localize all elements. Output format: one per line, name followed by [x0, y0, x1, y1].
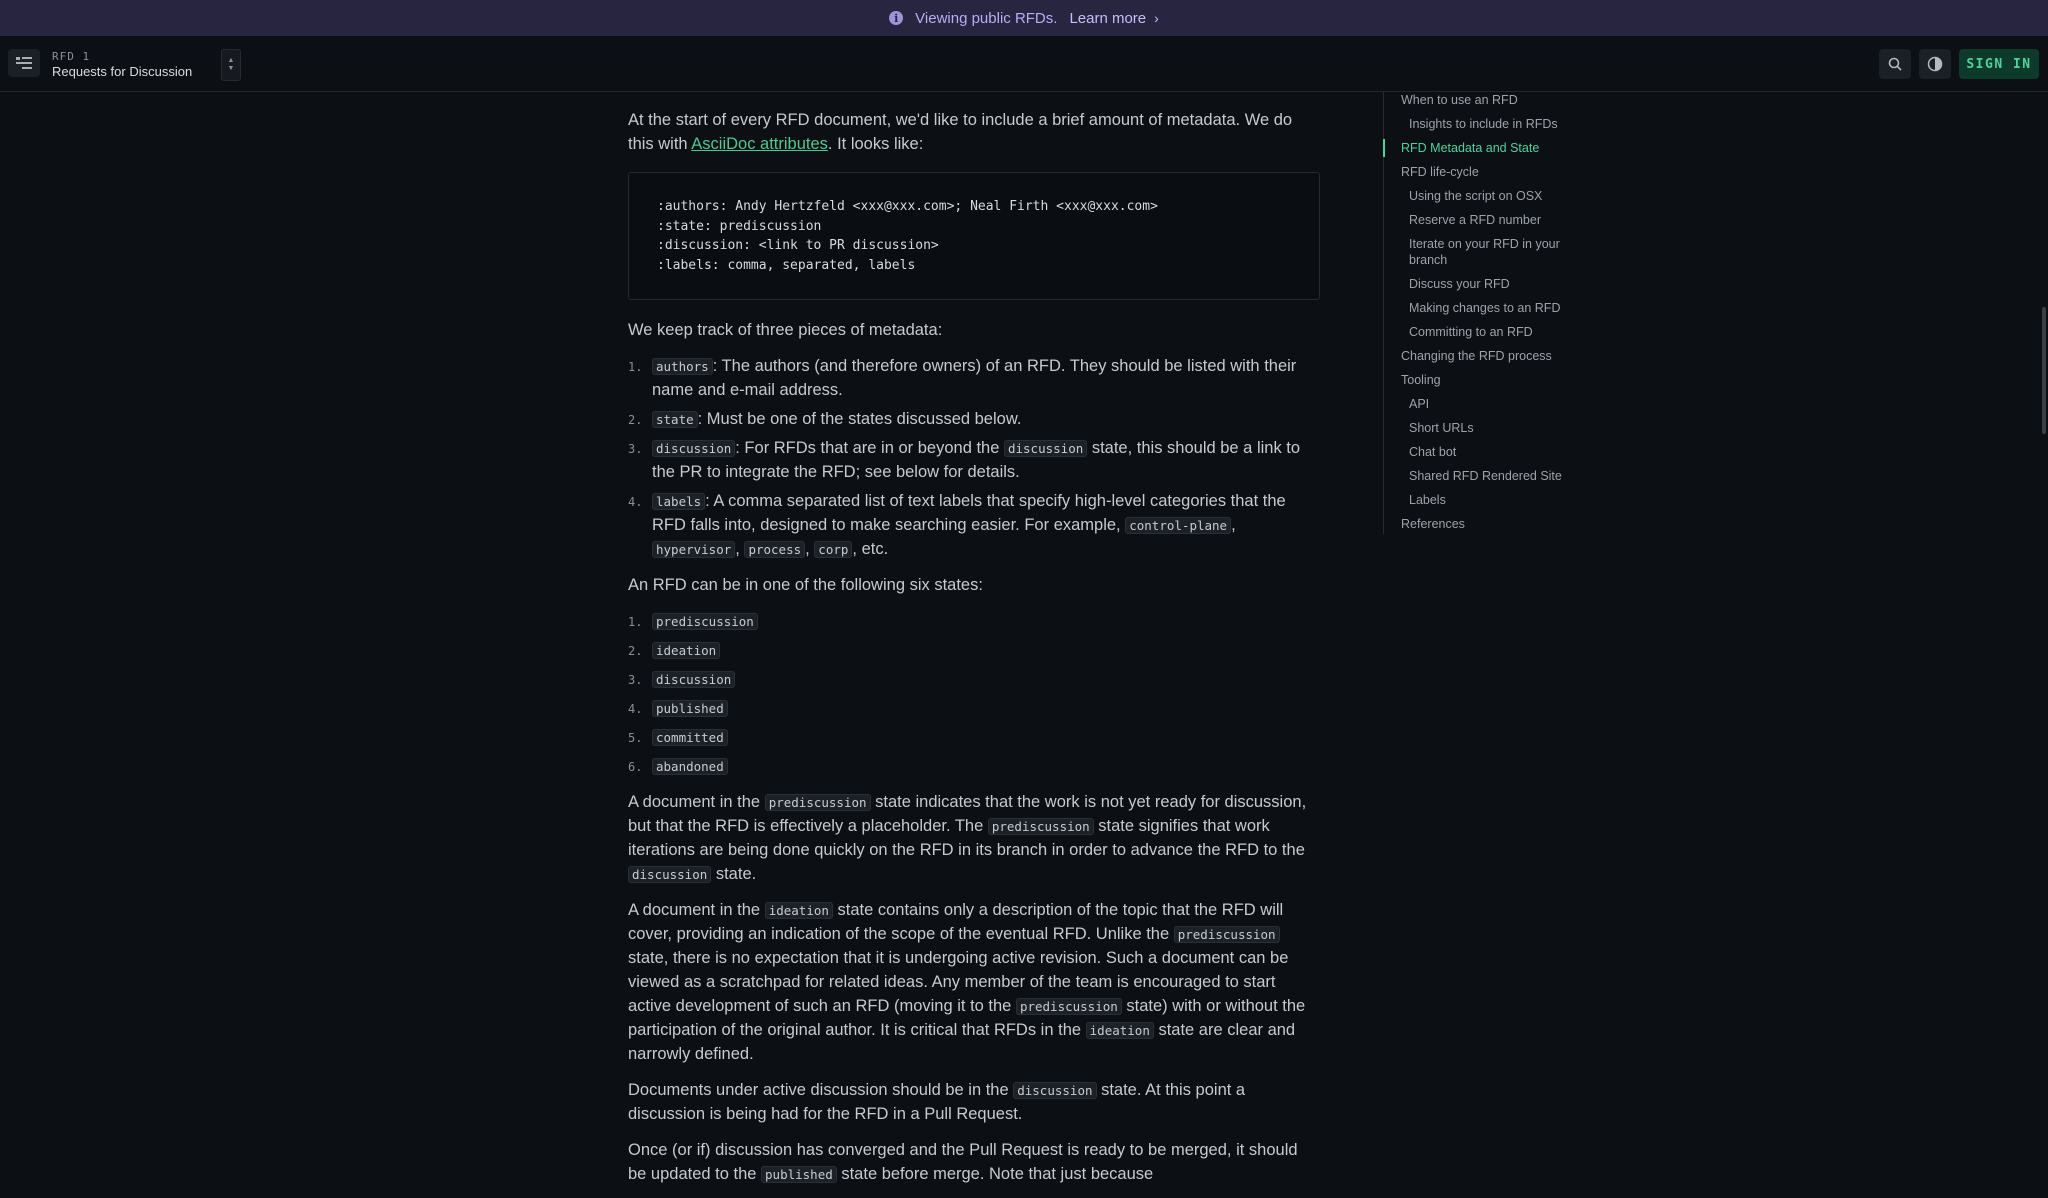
sidebar-menu-button[interactable]: [8, 49, 40, 77]
code-line: :discussion: <link to PR discussion>: [657, 238, 939, 253]
banner-text: Viewing public RFDs.: [915, 9, 1058, 27]
code-line: :authors: Andy Hertzfeld <xxx@xxx.com>; Neal Firth <xxx@xxx.com>: [657, 199, 1158, 214]
toc-item[interactable]: When to use an RFD: [1401, 93, 1518, 107]
article-content: [628, 108, 1320, 1198]
theme-toggle-button[interactable]: [1919, 49, 1951, 79]
toc-item[interactable]: Committing to an RFD: [1409, 325, 1533, 339]
toc-item[interactable]: References: [1401, 517, 1465, 531]
top-header: [0, 36, 2048, 92]
theme-toggle-icon: [1927, 56, 1943, 72]
asciidoc-attributes-link[interactable]: AsciiDoc attributes: [691, 135, 828, 153]
list-item: 6. abandoned: [628, 754, 1320, 778]
toc-item[interactable]: RFD life-cycle: [1401, 165, 1479, 179]
metadata-list: [628, 354, 1320, 561]
sign-in-button[interactable]: SIGN IN: [1959, 49, 2039, 79]
code-line: :labels: comma, separated, labels: [657, 257, 916, 273]
code-line: :state: prediscussion: [657, 218, 822, 234]
info-icon: i: [889, 11, 903, 25]
list-item: 2. state : Must be one of the states discussed below.: [628, 410, 1022, 428]
list-item: 2. ideation: [628, 638, 1320, 662]
toc-item[interactable]: Reserve a RFD number: [1409, 213, 1541, 227]
list-item: 4. labels : A comma separated list of text labels that specify high-level categories that the RFD falls into, designed to make searching easier. For example, control-plane , hypervisor , process , corp , etc.: [628, 492, 1286, 558]
chevron-right-icon: ›: [1154, 10, 1159, 26]
table-of-contents: [1383, 92, 1614, 534]
search-icon: [1888, 57, 1902, 71]
toc-item-active[interactable]: RFD Metadata and State: [1401, 141, 1540, 155]
prediscussion-paragraph: A document in the prediscussion state indicates that the work is not yet ready for discussion, but that the RFD is effectively a placeholder. The prediscussion state signifies that work iterations are being done quickly on the RFD in its branch in order to advance the RFD to the discussion state.: [628, 793, 1307, 883]
toc-item[interactable]: Using the script on OSX: [1409, 189, 1543, 203]
toc-item[interactable]: Short URLs: [1409, 421, 1474, 435]
toc-item[interactable]: Chat bot: [1409, 445, 1457, 459]
states-heading: An RFD can be in one of the following six states:: [628, 576, 983, 594]
toc-item[interactable]: Making changes to an RFD: [1409, 301, 1561, 315]
up-down-chevron-icon: ▲ ▼: [227, 57, 235, 72]
toc-item[interactable]: Insights to include in RFDs: [1409, 117, 1558, 131]
metadata-heading: We keep track of three pieces of metadata:: [628, 321, 943, 339]
ideation-paragraph: A document in the ideation state contains only a description of the topic that the RFD will cover, providing an indication of the scope of the eventual RFD. Unlike the prediscussion state, there is no expectation that it is undergoing active revision. Such a document can be viewed as a scratchpad for related ideas. Any member of the team is encouraged to start active development of such an RFD (moving it to the prediscussion state) with or without the participation of the original author. It is critical that RFDs in the ideation state are clear and narrowly defined.: [628, 901, 1306, 1063]
toc-active-indicator: [1383, 139, 1385, 157]
metadata-code-block: [628, 172, 1320, 300]
toc-item[interactable]: Tooling: [1401, 373, 1441, 387]
discussion-paragraph: Documents under active discussion should be in the discussion state. At this point a discussion is being had for the RFD in a Pull Request.: [628, 1081, 1246, 1123]
list-item: 5. committed: [628, 725, 1320, 749]
scrollbar-thumb[interactable]: [2042, 307, 2046, 434]
public-rfd-banner: [0, 0, 2048, 36]
toc-item[interactable]: Iterate on your RFD in your branch: [1409, 237, 1560, 267]
list-item: 1. prediscussion: [628, 609, 1320, 633]
learn-more-link[interactable]: Learn more: [1069, 9, 1147, 27]
search-button[interactable]: [1879, 49, 1911, 79]
list-item: 3. discussion : For RFDs that are in or beyond the discussion state, this should be a link to the PR to integrate the RFD; see below for details.: [628, 439, 1301, 481]
rfd-selector-button[interactable]: [221, 49, 241, 81]
toc-item[interactable]: API: [1409, 397, 1430, 411]
toc-item[interactable]: Discuss your RFD: [1409, 277, 1510, 291]
rfd-number: RFD 1: [52, 50, 91, 63]
list-item: 1. authors : The authors (and therefore owners) of an RFD. They should be listed with their name and e-mail address.: [628, 357, 1297, 399]
list-item: 4. published: [628, 696, 1320, 720]
states-list: [628, 609, 1320, 778]
toc-item[interactable]: Labels: [1409, 493, 1446, 507]
published-paragraph: Once (or if) discussion has converged and the Pull Request is ready to be merged, it should be updated to the published state before merge. Note that just because: [628, 1141, 1298, 1183]
toc-item[interactable]: Changing the RFD process: [1401, 349, 1552, 363]
rfd-title: Requests for Discussion: [52, 64, 193, 79]
toc-item[interactable]: Shared RFD Rendered Site: [1409, 469, 1562, 483]
intro-paragraph: At the start of every RFD document, we'd like to include a brief amount of metadata. We do this with AsciiDoc attributes. It looks like:: [628, 111, 1293, 153]
sidebar-menu-icon: [15, 56, 33, 70]
list-item: 3. discussion: [628, 667, 1320, 691]
